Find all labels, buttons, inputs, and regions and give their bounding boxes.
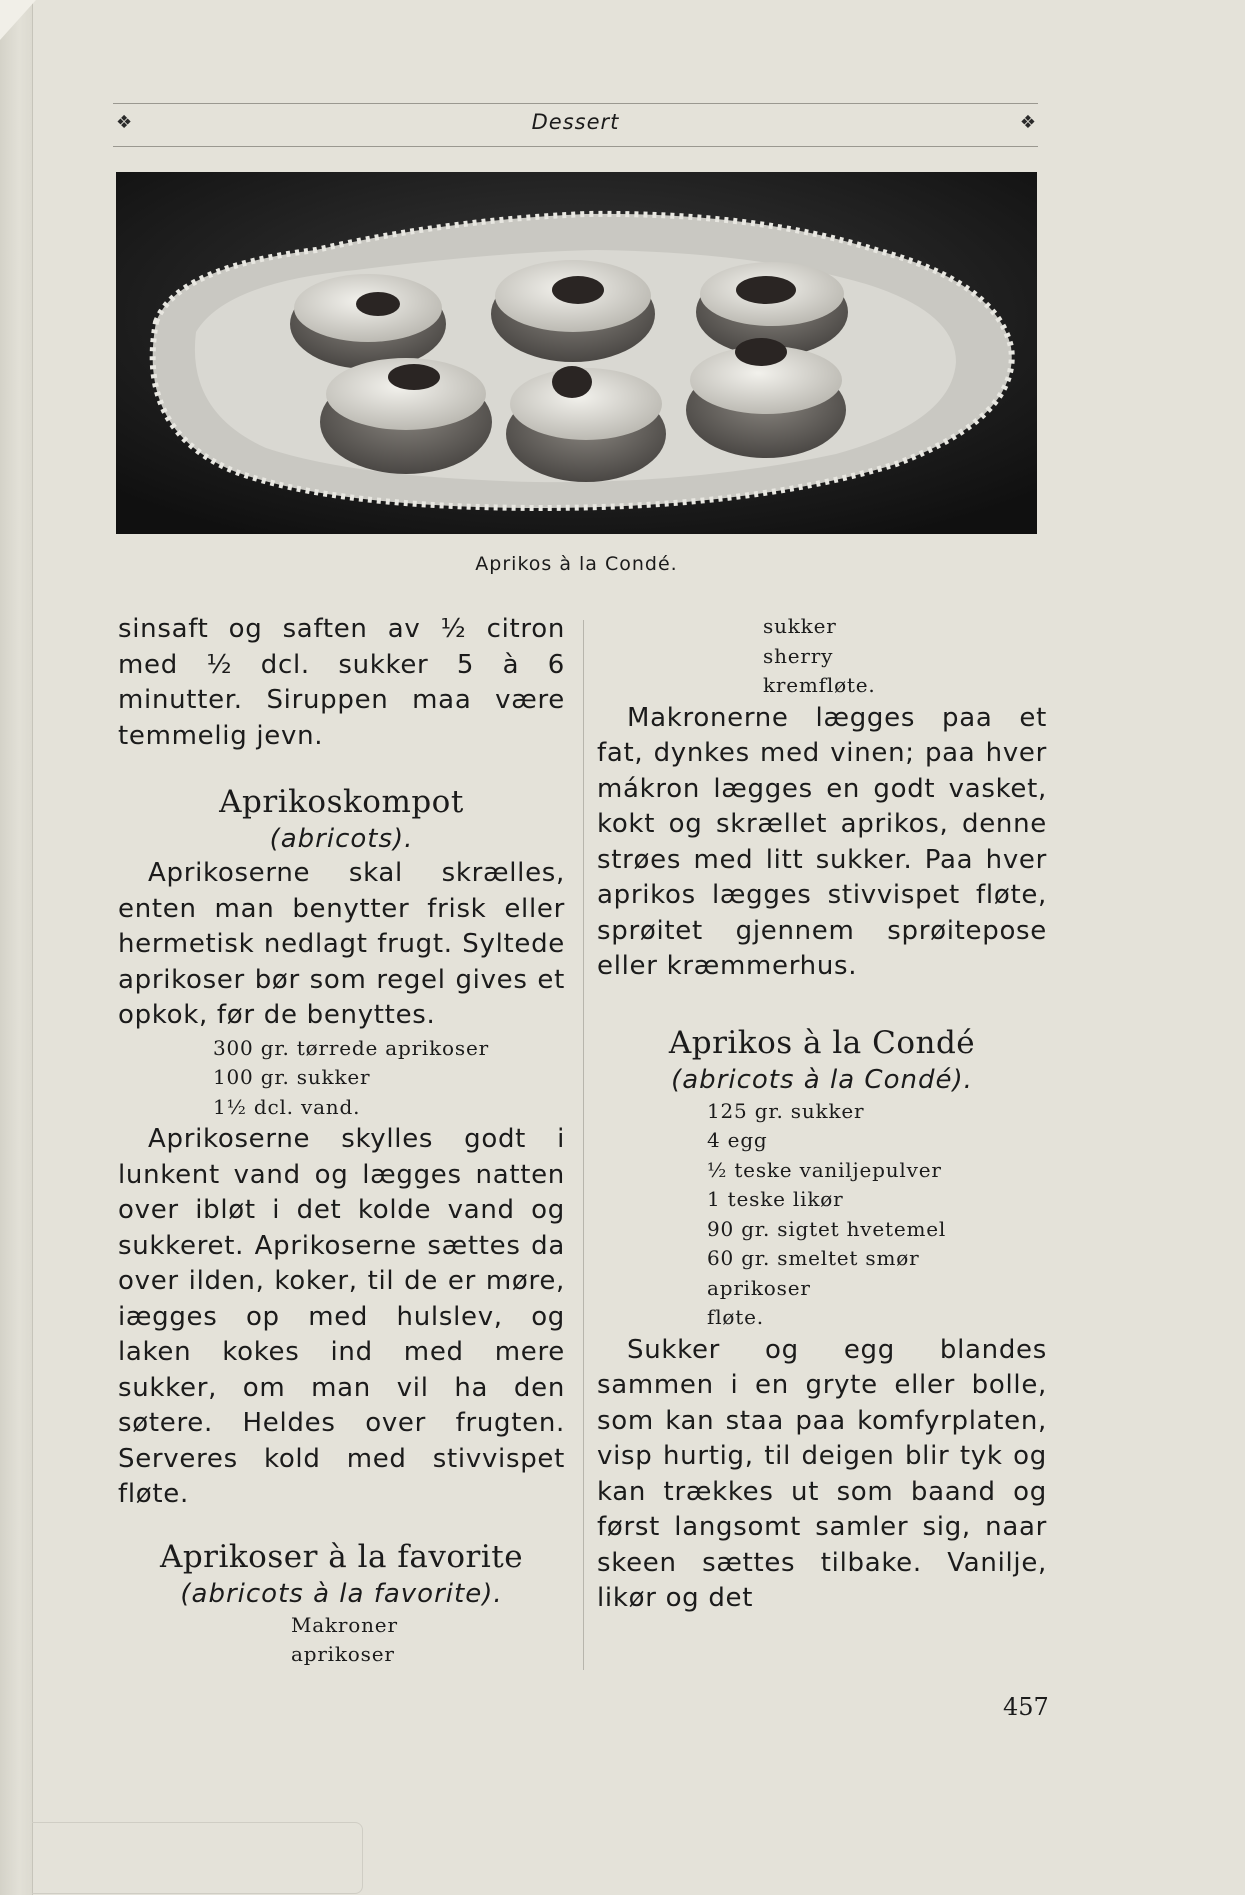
favorite-ingredient-list <box>118 1611 565 1670</box>
ingredient-item: 1½ dcl. vand. <box>213 1094 361 1119</box>
favorite-ingredient-list-continued <box>597 612 1047 701</box>
kompot-ingredient-list <box>118 1034 565 1123</box>
favorite-method-paragraph: Makronerne lægges paa et fat, dynkes med vinen; paa hver mákron lægges en godt vasket, kokt og skrællet aprikos, denne strøes med litt sukker. Paa hver aprikos lægges stivvispet fløte, sprøitet gjennem sprøitepose eller kræmmerhus. <box>597 702 1047 981</box>
ingredient-item: Makroner <box>291 1612 398 1637</box>
cake-2 <box>491 260 655 362</box>
running-head-title: Dessert <box>531 110 620 134</box>
ingredient-item: sukker <box>763 614 837 638</box>
page-number: 457 <box>1003 1693 1049 1721</box>
ingredient-item: 4 egg <box>707 1128 768 1152</box>
ingredient-item: 1 teske likør <box>707 1187 844 1211</box>
recipe-title-favorite: Aprikoser à la favorite <box>159 1538 524 1575</box>
recipe-subtitle-conde: (abricots à la Condé). <box>671 1064 973 1095</box>
ingredient-item: 300 gr. tørrede aprikoser <box>213 1035 489 1060</box>
dessert-photo <box>116 172 1037 534</box>
page-tab-edge <box>32 1822 363 1894</box>
book-spine-edge <box>0 0 33 1895</box>
recipe-title-conde: Aprikos à la Condé <box>668 1024 976 1061</box>
ingredient-item: kremfløte. <box>763 673 876 697</box>
ornament-right-icon: ❖ <box>1019 112 1036 133</box>
recipe-subtitle-favorite: (abricots à la favorite). <box>180 1578 503 1609</box>
kompot-method-paragraph: Aprikoserne skylles godt i lunkent vand og lægges natten over ibløt i det kolde vand og sukkeret. Aprikoserne sættes da over ilden, koker, til de er møre, iægges op med hulslev, og laken kokes ind med mere sukker, om man vil ha den søtere. Heldes over frugten. Serveres kold med stivvispet fløte. <box>118 1124 565 1509</box>
right-column <box>597 612 1047 1617</box>
photo-caption: Aprikos à la Condé. <box>475 553 678 575</box>
cake-4 <box>320 358 492 474</box>
ingredient-item: ½ teske vaniljepulver <box>707 1157 942 1182</box>
ingredient-item: 90 gr. sigtet hvetemel <box>707 1216 947 1241</box>
running-head <box>113 103 1038 147</box>
left-column <box>118 612 565 1670</box>
conde-ingredient-list <box>597 1097 1047 1333</box>
recipe-subtitle-kompot: (abricots). <box>269 824 414 854</box>
column-divider <box>583 620 584 1670</box>
kompot-intro-paragraph: Aprikoserne skal skrælles, enten man benytter frisk eller hermetisk nedlagt frugt. Syltede aprikoser bør som regel gives et opkok, før de benyttes. <box>118 858 565 1030</box>
ingredient-item: 125 gr. sukker <box>707 1098 865 1123</box>
cake-1 <box>290 274 446 369</box>
continued-paragraph: sinsaft og saften av ½ citron med ½ dcl. sukker 5 à 6 minutter. Siruppen maa være temmelig jevn. <box>118 614 565 751</box>
ingredient-item: aprikoser <box>291 1642 395 1666</box>
ingredient-item: 60 gr. smeltet smør <box>707 1246 920 1270</box>
cake-5 <box>506 366 666 482</box>
conde-method-paragraph: Sukker og egg blandes sammen i en gryte eller bolle, som kan staa paa komfyrplaten, visp hurtig, til deigen blir tyk og kan trækkes ut som baand og først langsomt samler sig, naar skeen sættes tilbake. Vanilje, likør og det <box>597 1334 1047 1613</box>
page-corner-fold <box>0 0 36 40</box>
dessert-photo-illustration <box>116 172 1037 534</box>
ingredient-item: fløte. <box>707 1305 764 1329</box>
ornament-left-icon: ❖ <box>116 112 133 133</box>
ingredient-item: sherry <box>763 643 834 668</box>
ingredient-item: aprikoser <box>707 1275 811 1300</box>
recipe-title-kompot: Aprikoskompot <box>219 784 464 820</box>
ingredient-item: 100 gr. sukker <box>213 1065 371 1089</box>
